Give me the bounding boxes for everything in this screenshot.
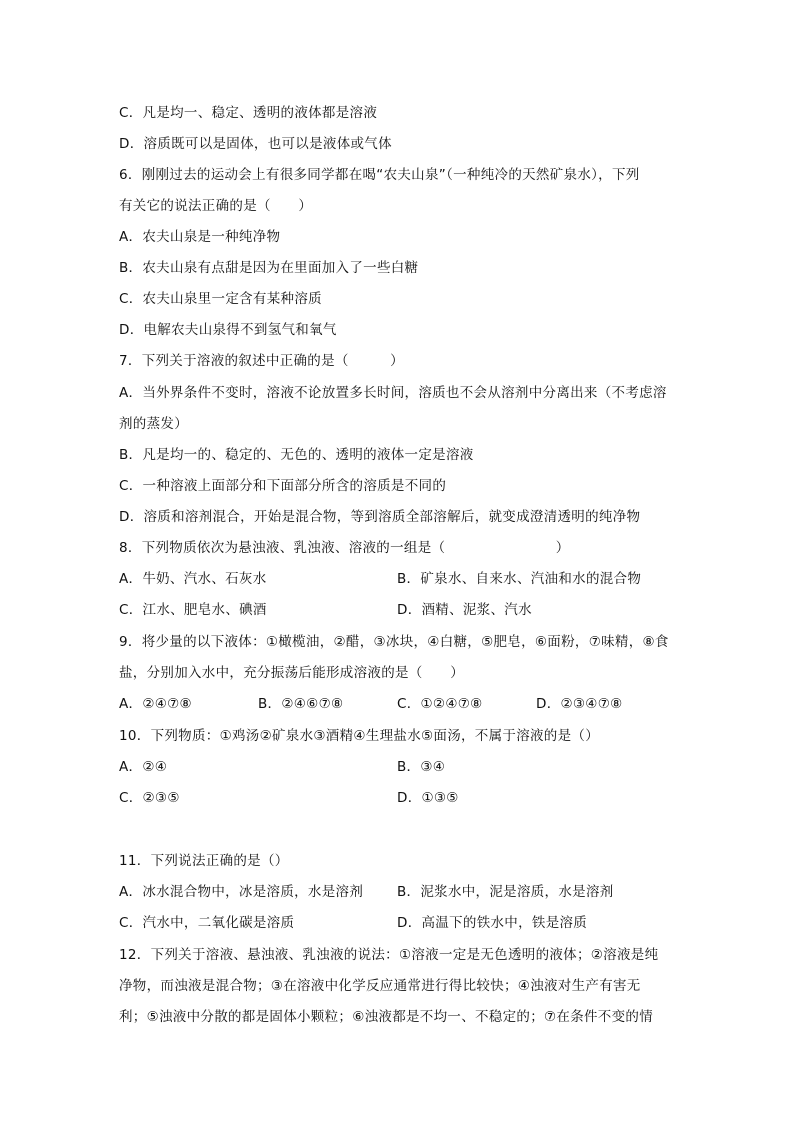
q10-option-d: D．①③⑤: [397, 790, 459, 806]
q6-option-c: C．农夫山泉里一定含有某种溶质: [119, 291, 322, 307]
q12-stem-line1: 12．下列关于溶液、悬浊液、乳浊液的说法：①溶液一定是无色透明的液体；②溶液是纯: [119, 947, 659, 963]
q6-stem-line2: 有关它的说法正确的是（ ）: [119, 198, 313, 214]
q11-options-row2: [119, 914, 679, 932]
q6-option-a: A．农夫山泉是一种纯净物: [119, 229, 281, 245]
q9-option-a: A．②④⑦⑧: [119, 696, 192, 712]
q7-stem: 7．下列关于溶液的叙述中正确的是（ ）: [119, 353, 404, 369]
q7-option-b: B．凡是均一的、稳定的、无色的、透明的液体一定是溶液: [119, 447, 474, 463]
q8-option-d: D．酒精、泥浆、汽水: [397, 602, 532, 618]
q9-option-c: C．①②④⑦⑧: [397, 696, 483, 712]
q12-stem-line2: 净物，而浊液是混合物；③在溶液中化学反应通常进行得比较快；④浊液对生产有害无: [119, 978, 641, 994]
q5-option-d: D．溶质既可以是固体，也可以是液体或气体: [119, 136, 392, 152]
q6-option-d: D．电解农夫山泉得不到氢气和氧气: [119, 322, 337, 338]
q8-option-a: A．牛奶、汽水、石灰水: [119, 571, 267, 587]
q9-option-b: B．②④⑥⑦⑧: [258, 696, 344, 712]
q10-options-row2: [119, 789, 679, 807]
q5-option-c: C．凡是均一、稳定、透明的液体都是溶液: [119, 105, 378, 121]
q12-stem-line3: 利；⑤浊液中分散的都是固体小颗粒；⑥浊液都是不均一、不稳定的；⑦在条件不变的情: [119, 1009, 654, 1025]
q11-option-b: B．泥浆水中，泥是溶质，水是溶剂: [397, 884, 614, 900]
q9-stem-line1: 9．将少量的以下液体：①橄榄油，②醋，③冰块，④白糖，⑤肥皂，⑥面粉，⑦味精，⑧食: [119, 634, 669, 650]
q10-option-a: A．②④: [119, 759, 168, 775]
q9-option-d: D．②③④⑦⑧: [536, 696, 623, 712]
q7-option-a-line2: 剂的蒸发）: [119, 416, 188, 432]
q7-option-c: C．一种溶液上面部分和下面部分所含的溶质是不同的: [119, 478, 447, 494]
q11-options-row1: [119, 883, 679, 901]
q11-option-a: A．冰水混合物中，冰是溶质，水是溶剂: [119, 884, 364, 900]
q9-stem-line2: 盐，分别加入水中，充分振荡后能形成溶液的是（ ）: [119, 665, 464, 681]
q8-options-row1: [119, 570, 679, 588]
q7-option-d: D．溶质和溶剂混合，开始是混合物，等到溶质全部溶解后，就变成澄清透明的纯净物: [119, 509, 641, 525]
q6-option-b: B．农夫山泉有点甜是因为在里面加入了一些白糖: [119, 260, 419, 276]
q8-stem: 8．下列物质依次为悬浊液、乳浊液、溶液的一组是（ ）: [119, 540, 570, 556]
q8-option-c: C．江水、肥皂水、碘酒: [119, 602, 267, 618]
q10-option-c: C．②③⑤: [119, 790, 180, 806]
q6-stem-line1: 6．刚刚过去的运动会上有很多同学都在喝“农夫山泉”（一种纯冷的天然矿泉水），下列: [119, 167, 640, 183]
q9-options-row: [119, 695, 679, 713]
q10-stem: 10．下列物质：①鸡汤②矿泉水③酒精④生理盐水⑤面汤，不属于溶液的是（）: [119, 728, 599, 744]
q11-option-d: D．高温下的铁水中，铁是溶质: [397, 915, 588, 931]
q10-options-row1: [119, 758, 679, 776]
q7-option-a-line1: A．当外界条件不变时，溶液不论放置多长时间，溶质也不会从溶剂中分离出来（不考虑溶: [119, 385, 667, 401]
q11-option-c: C．汽水中，二氧化碳是溶质: [119, 915, 295, 931]
q11-stem: 11．下列说法正确的是（）: [119, 853, 289, 869]
q10-option-b: B．③④: [397, 759, 446, 775]
q8-option-b: B．矿泉水、自来水、汽油和水的混合物: [397, 571, 642, 587]
q8-options-row2: [119, 601, 679, 619]
